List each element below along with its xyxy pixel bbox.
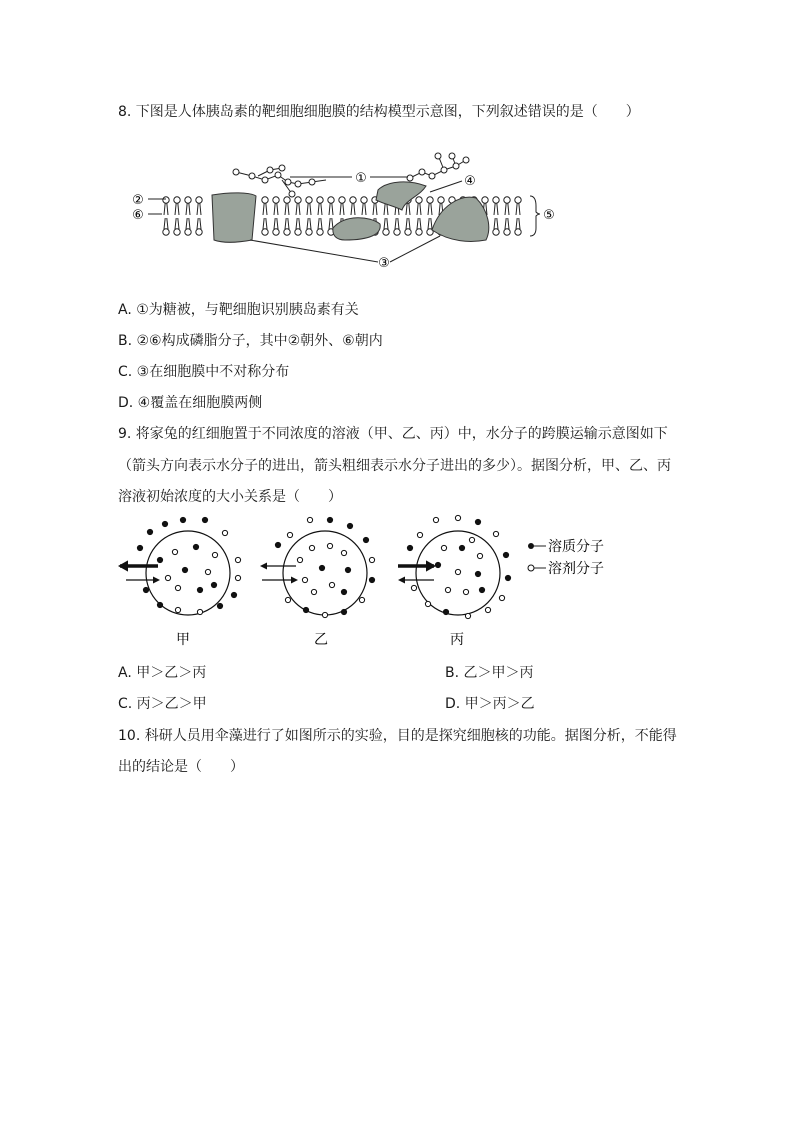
solute-molecule xyxy=(363,537,368,542)
water-arrow-head xyxy=(291,577,298,584)
solute-molecule xyxy=(147,529,152,534)
solute-molecule xyxy=(303,607,308,612)
solvent-molecule xyxy=(445,587,450,592)
solvent-molecule xyxy=(463,589,468,594)
solute-molecule xyxy=(407,545,412,550)
solute-molecule xyxy=(137,545,142,550)
solvent-molecule xyxy=(297,557,302,562)
q9-stem-line1: 9. 将家兔的红细胞置于不同浓度的溶液（甲、乙、丙）中，水分子的跨膜运输示意图如下 xyxy=(118,426,668,442)
q8-option-a: A. ①为糖被，与靶细胞识别胰岛素有关 xyxy=(118,302,359,318)
solute-molecule xyxy=(202,517,207,522)
solvent-molecule xyxy=(307,517,312,522)
q9-option-b: B. 乙＞甲＞丙 xyxy=(445,665,534,681)
solvent-molecule xyxy=(417,532,422,537)
solvent-molecule xyxy=(359,597,364,602)
solute-molecule xyxy=(327,517,332,522)
water-arrow-head xyxy=(153,577,160,584)
label-6: ⑥ xyxy=(132,208,144,223)
solvent-molecule xyxy=(327,543,332,548)
label-3: ③ xyxy=(378,256,390,271)
solvent-molecule xyxy=(285,597,290,602)
solute-molecule xyxy=(211,582,216,587)
q9-stem-line3: 溶液初始浓度的大小关系是（ ） xyxy=(118,489,342,505)
solute-molecule xyxy=(505,575,510,580)
q9-stem-line2: （箭头方向表示水分子的进出，箭头粗细表示水分子进出的多少）。据图分析，甲、乙、丙 xyxy=(118,458,671,474)
solute-molecule xyxy=(182,567,187,572)
water-arrow-head xyxy=(398,577,405,584)
solute-molecule xyxy=(475,571,480,576)
solvent-molecule xyxy=(197,609,202,614)
solute-molecule xyxy=(503,552,508,557)
solvent-molecule xyxy=(311,589,316,594)
legend-solvent-dot xyxy=(528,565,534,571)
cell-label-jia: 甲 xyxy=(176,632,190,648)
solute-molecule xyxy=(347,523,352,528)
q10-stem-line1: 10. 科研人员用伞藻进行了如图所示的实验，目的是探究细胞核的功能。据图分析，不能得 xyxy=(118,728,677,744)
solute-molecule xyxy=(443,609,448,614)
solvent-molecule xyxy=(175,607,180,612)
solvent-molecule xyxy=(411,585,416,590)
solvent-molecule xyxy=(212,552,217,557)
solvent-molecule xyxy=(235,575,240,580)
solvent-molecule xyxy=(165,575,170,580)
solvent-molecule xyxy=(309,545,314,550)
solute-molecule xyxy=(143,587,148,592)
solute-molecule xyxy=(341,609,346,614)
cell-label-yi: 乙 xyxy=(314,632,328,648)
label-2: ② xyxy=(132,193,144,208)
legend xyxy=(528,538,604,577)
solute-molecule xyxy=(345,567,350,572)
solvent-molecule xyxy=(477,553,482,558)
solvent-molecule xyxy=(172,549,177,554)
solvent-molecule xyxy=(441,545,446,550)
q8-stem: 8. 下图是人体胰岛素的靶细胞细胞膜的结构模型示意图，下列叙述错误的是（ ） xyxy=(118,104,640,120)
red-blood-cell xyxy=(283,531,367,615)
solvent-molecule xyxy=(222,530,227,535)
solute-molecule xyxy=(479,587,484,592)
solvent-molecule xyxy=(322,612,327,617)
solvent-molecule xyxy=(287,532,292,537)
q8-option-c: C. ③在细胞膜中不对称分布 xyxy=(118,364,290,380)
legend-solute-label: 溶质分子 xyxy=(548,539,604,555)
q9-option-c: C. 丙＞乙＞甲 xyxy=(118,696,207,712)
legend-solute-dot xyxy=(528,543,534,549)
solvent-molecule xyxy=(369,557,374,562)
solvent-molecule xyxy=(329,582,334,587)
solvent-molecule xyxy=(425,601,430,606)
q9-option-d: D. 甲＞丙＞乙 xyxy=(445,696,535,712)
solute-molecule xyxy=(193,544,198,549)
solute-molecule xyxy=(369,577,374,582)
q9-option-a: A. 甲＞乙＞丙 xyxy=(118,665,207,681)
label-5: ⑤ xyxy=(543,208,555,223)
solute-molecule xyxy=(459,545,464,550)
solvent-molecule xyxy=(235,557,240,562)
solute-molecule xyxy=(275,542,280,547)
solvent-molecule xyxy=(175,585,180,590)
solute-molecule xyxy=(341,589,346,594)
label-1: ① xyxy=(355,171,367,186)
solute-molecule xyxy=(162,521,167,526)
solute-molecule xyxy=(217,603,222,608)
solute-molecule xyxy=(180,517,185,522)
solvent-molecule xyxy=(499,595,504,600)
q8-option-d: D. ④覆盖在细胞膜两侧 xyxy=(118,395,263,411)
solvent-molecule xyxy=(485,607,490,612)
solvent-molecule xyxy=(302,577,307,582)
solvent-molecule xyxy=(469,537,474,542)
solute-molecule xyxy=(475,519,480,524)
solvent-molecule xyxy=(493,531,498,536)
water-arrow-head xyxy=(118,560,128,571)
solvent-molecule xyxy=(455,515,460,520)
solvent-molecule xyxy=(433,517,438,522)
solute-molecule xyxy=(319,565,324,570)
solvent-molecule xyxy=(341,550,346,555)
solvent-molecule xyxy=(455,569,460,574)
q8-option-b: B. ②⑥构成磷脂分子，其中②朝外、⑥朝内 xyxy=(118,333,383,349)
cell-label-bing: 丙 xyxy=(450,632,464,648)
solute-molecule xyxy=(157,557,162,562)
water-arrow-head xyxy=(260,563,267,570)
water-arrow-head xyxy=(426,560,436,571)
solute-molecule xyxy=(231,592,236,597)
legend-solvent-label: 溶剂分子 xyxy=(548,561,604,577)
solvent-molecule xyxy=(205,569,210,574)
solute-molecule xyxy=(435,562,440,567)
label-4: ④ xyxy=(464,174,476,189)
q10-stem-line2: 出的结论是（ ） xyxy=(118,759,244,775)
solute-molecule xyxy=(157,602,162,607)
solvent-molecule xyxy=(465,613,470,618)
solute-molecule xyxy=(197,587,202,592)
